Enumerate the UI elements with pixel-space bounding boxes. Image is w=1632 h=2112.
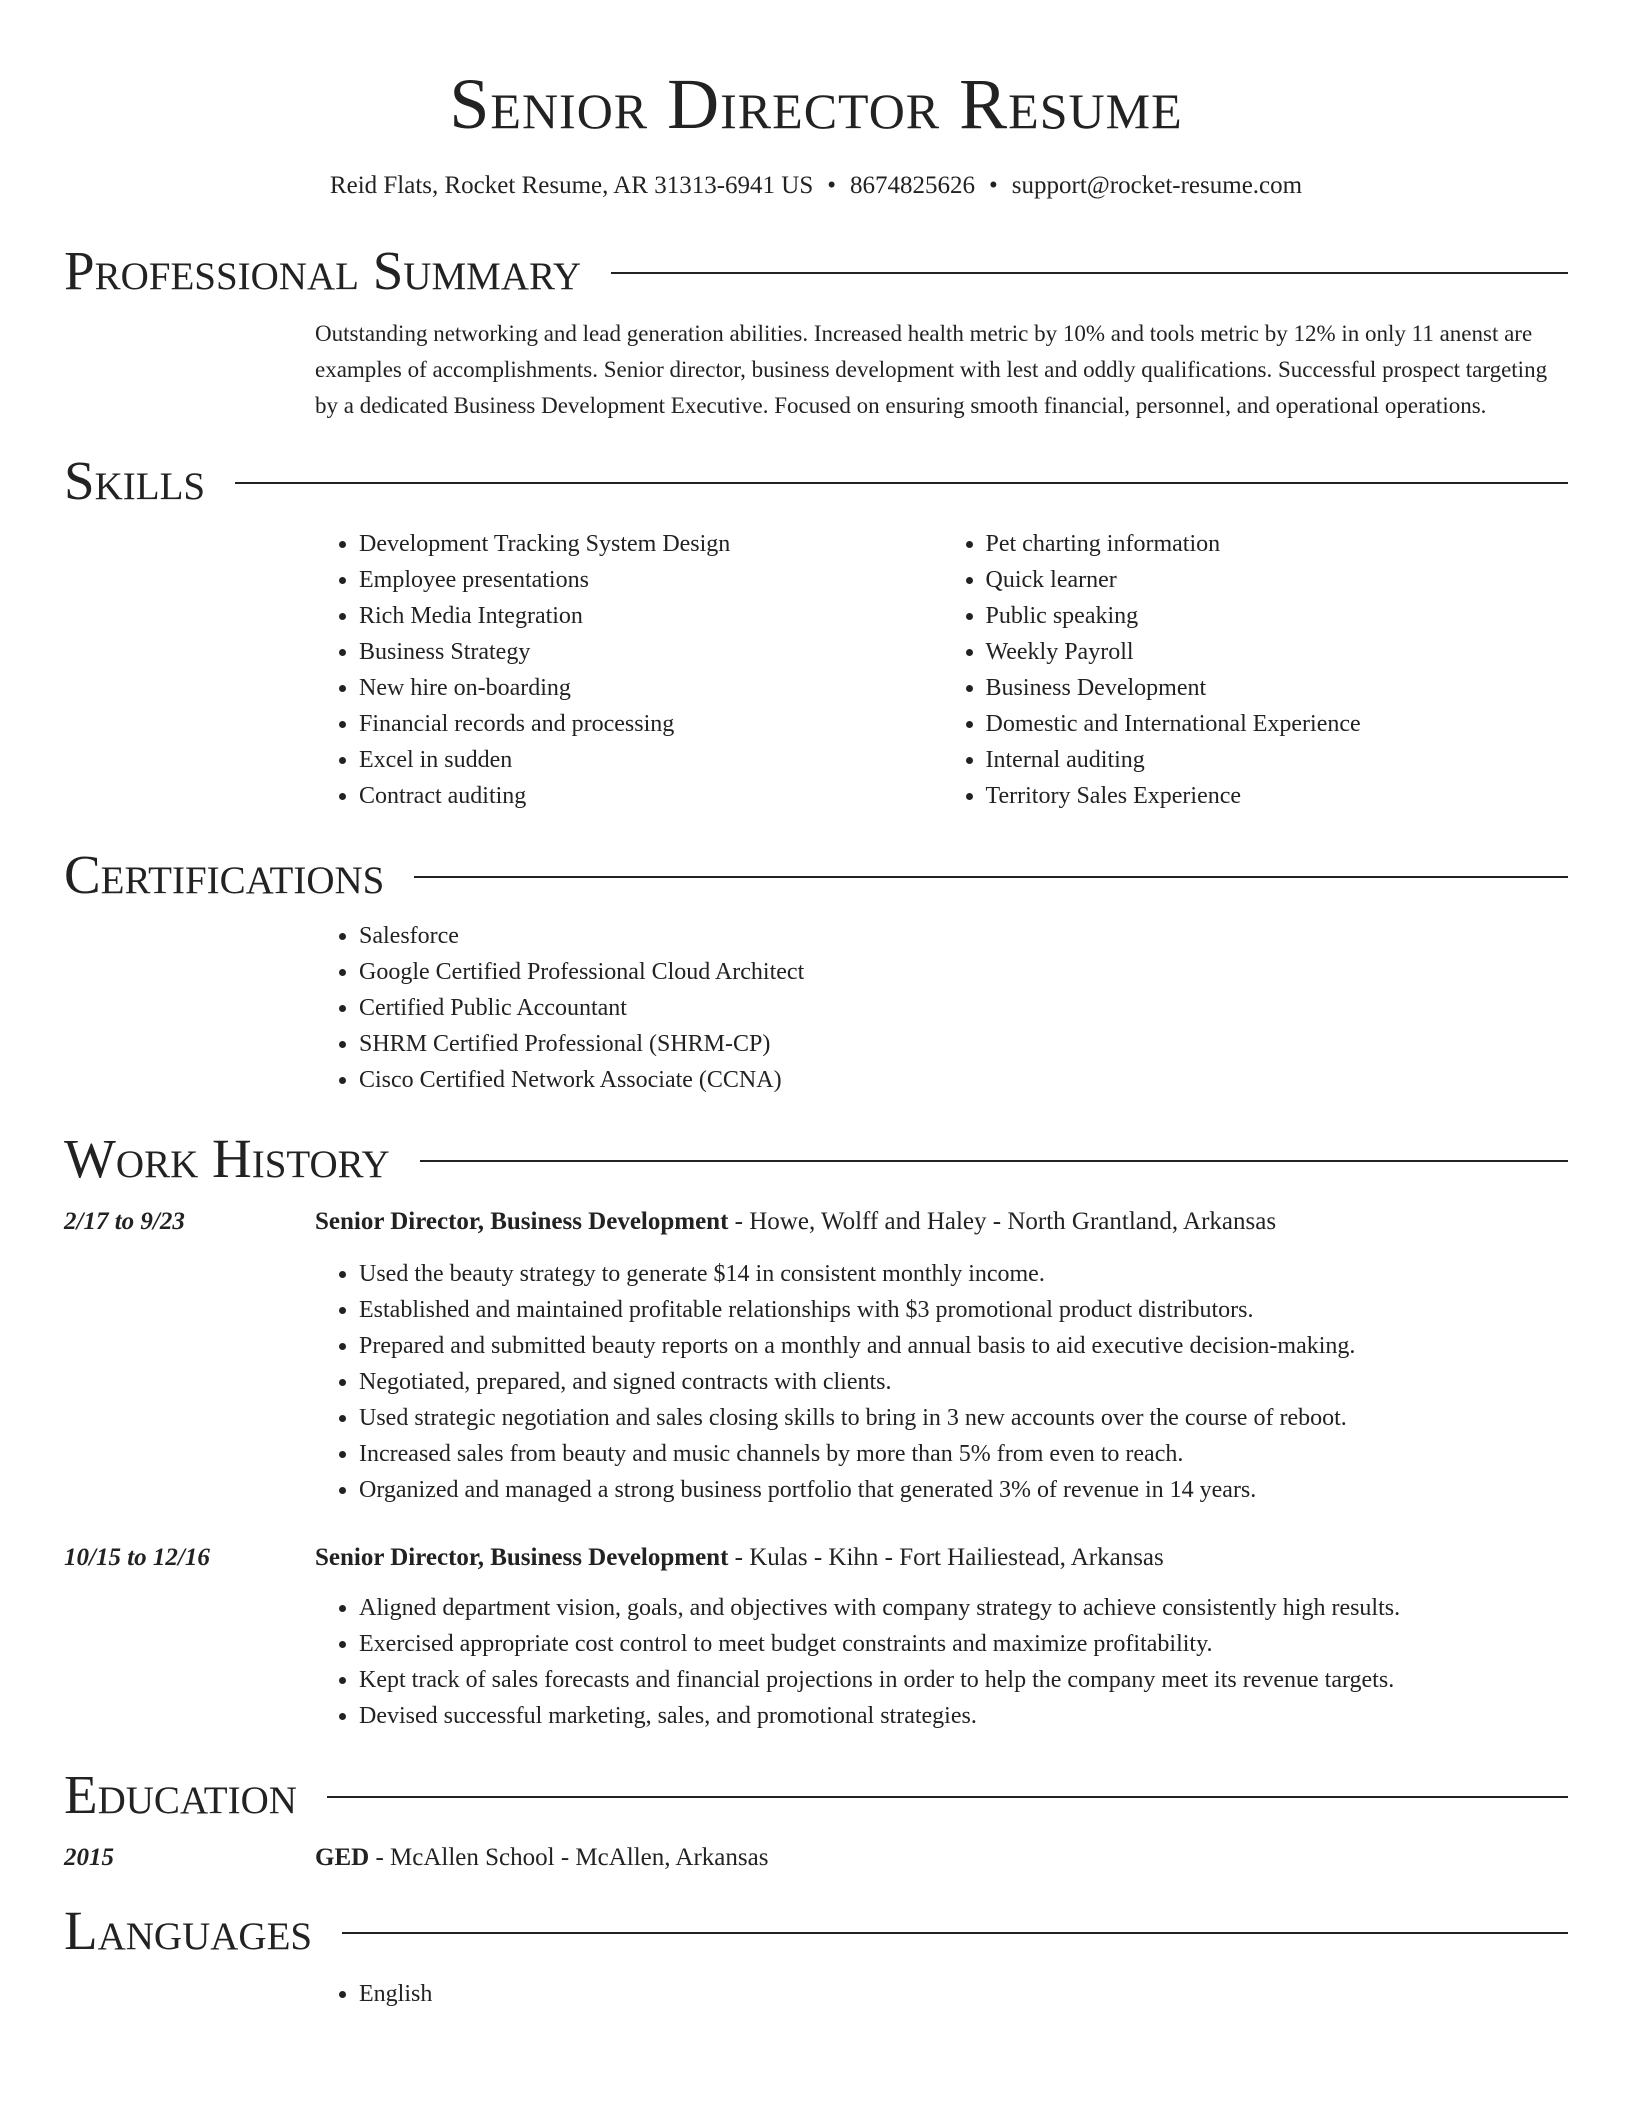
list-item: • Weekly Payroll [986,634,1569,670]
job-details: - Kulas - Kihn - Fort Hailiestead, Arkansas [728,1544,1164,1571]
summary-heading: Professional Summary [64,240,582,301]
job-title: Senior Director, Business Development [315,1208,729,1235]
list-item: • Contract auditing [359,778,942,814]
section-divider [414,876,1568,878]
list-item: • Rich Media Integration [359,598,942,634]
list-item: • Quick learner [986,562,1569,598]
job-entry [64,1204,1568,1508]
list-item: • Public speaking [986,598,1569,634]
list-item: • New hire on-boarding [359,670,942,706]
list-item: • Pet charting information [986,526,1569,562]
job-dates: 2/17 to 9/23 [64,1208,185,1235]
job-details: - Howe, Wolff and Haley - North Grantland, Arkansas [728,1208,1277,1235]
education-section [64,1764,1568,1876]
summary-text: Outstanding networking and lead generation abilities. Increased health metric by 10% and tools metric by 12% in only 11 anenst are examples of accomplishments. Senior director, business development with lest and oddly qualifications. Successful prospect targeting by a dedicated Business Development Executive. Focused on ensuring smooth financial, personnel, and operational operations. [315,321,1548,418]
list-item: • Employee presentations [359,562,942,598]
list-item: • Territory Sales Experience [986,778,1569,814]
job-entry [64,1540,1568,1734]
contact-line [64,170,1568,202]
job-bullets [315,1256,1568,1508]
contact-email: support@rocket-resume.com [1011,172,1303,199]
list-item: • Certified Public Accountant [359,990,1568,1026]
contact-phone: 8674825626 [850,172,976,199]
list-item: • Exercised appropriate cost control to meet budget constraints and maximize profitability. [359,1626,1568,1662]
list-item: • Google Certified Professional Cloud Architect [359,954,1568,990]
education-entry [64,1840,1568,1876]
list-item: • Cisco Certified Network Associate (CCNA) [359,1062,1568,1098]
list-item: • Excel in sudden [359,742,942,778]
list-item: • Kept track of sales forecasts and financial projections in order to help the company meet its revenue targets. [359,1662,1568,1698]
resume-title: Senior Director Resume [449,64,1183,144]
summary-header [64,240,1568,302]
skills-list-left [315,526,942,814]
section-divider [342,1932,1568,1934]
list-item: • Used strategic negotiation and sales closing skills to bring in 3 new accounts over the course of reboot. [359,1400,1568,1436]
education-details: - McAllen School - McAllen, Arkansas [369,1844,769,1871]
languages-list [315,1976,1568,2012]
summary-section [64,240,1568,424]
list-item: • Salesforce [359,918,1568,954]
contact-separator: • [989,172,998,199]
list-item: • Business Development [986,670,1569,706]
list-item: • Organized and managed a strong business portfolio that generated 3% of revenue in 14 years. [359,1472,1568,1508]
job-bullets [315,1590,1568,1734]
education-heading: Education [64,1764,297,1825]
languages-header [64,1900,1568,1962]
list-item: • Negotiated, prepared, and signed contracts with clients. [359,1364,1568,1400]
languages-section [64,1900,1568,2012]
job-header [64,1540,1568,1576]
list-item: • Prepared and submitted beauty reports on a monthly and annual basis to aid executive decision-making. [359,1328,1568,1364]
contact-separator: • [827,172,837,199]
education-year: 2015 [64,1844,114,1871]
work-heading: Work History [64,1128,390,1189]
certifications-list [315,918,1568,1098]
list-item: • Used the beauty strategy to generate $14 in consistent monthly income. [359,1256,1568,1292]
work-header [64,1128,1568,1190]
education-degree: GED [315,1844,370,1871]
section-divider [611,272,1568,274]
contact-address: Reid Flats, Rocket Resume, AR 31313-6941 US [329,172,814,199]
skills-header [64,450,1568,512]
list-item: • Internal auditing [986,742,1569,778]
list-item: • Established and maintained profitable relationships with $3 promotional product distributors. [359,1292,1568,1328]
list-item: • Domestic and International Experience [986,706,1569,742]
skills-columns [315,526,1568,814]
job-dates: 10/15 to 12/16 [64,1544,210,1571]
list-item: • Business Strategy [359,634,942,670]
work-section [64,1128,1568,1734]
skills-heading: Skills [64,450,206,511]
list-item: • English [359,1976,1568,2012]
section-divider [420,1160,1568,1162]
certifications-section [64,844,1568,1098]
list-item: • Development Tracking System Design [359,526,942,562]
certifications-header [64,844,1568,906]
list-item: • Increased sales from beauty and music channels by more than 5% from even to reach. [359,1436,1568,1472]
education-header [64,1764,1568,1826]
certifications-heading: Certifications [64,844,385,905]
job-header [64,1204,1568,1240]
list-item: • Devised successful marketing, sales, and promotional strategies. [359,1698,1568,1734]
list-item: • Aligned department vision, goals, and objectives with company strategy to achieve consistently high results. [359,1590,1568,1626]
job-title: Senior Director, Business Development [315,1544,729,1571]
list-item: • SHRM Certified Professional (SHRM-CP) [359,1026,1568,1062]
section-divider [235,482,1568,484]
skills-list-right [942,526,1569,814]
languages-heading: Languages [64,1900,313,1961]
section-divider [327,1796,1568,1798]
list-item: • Financial records and processing [359,706,942,742]
skills-section [64,450,1568,814]
